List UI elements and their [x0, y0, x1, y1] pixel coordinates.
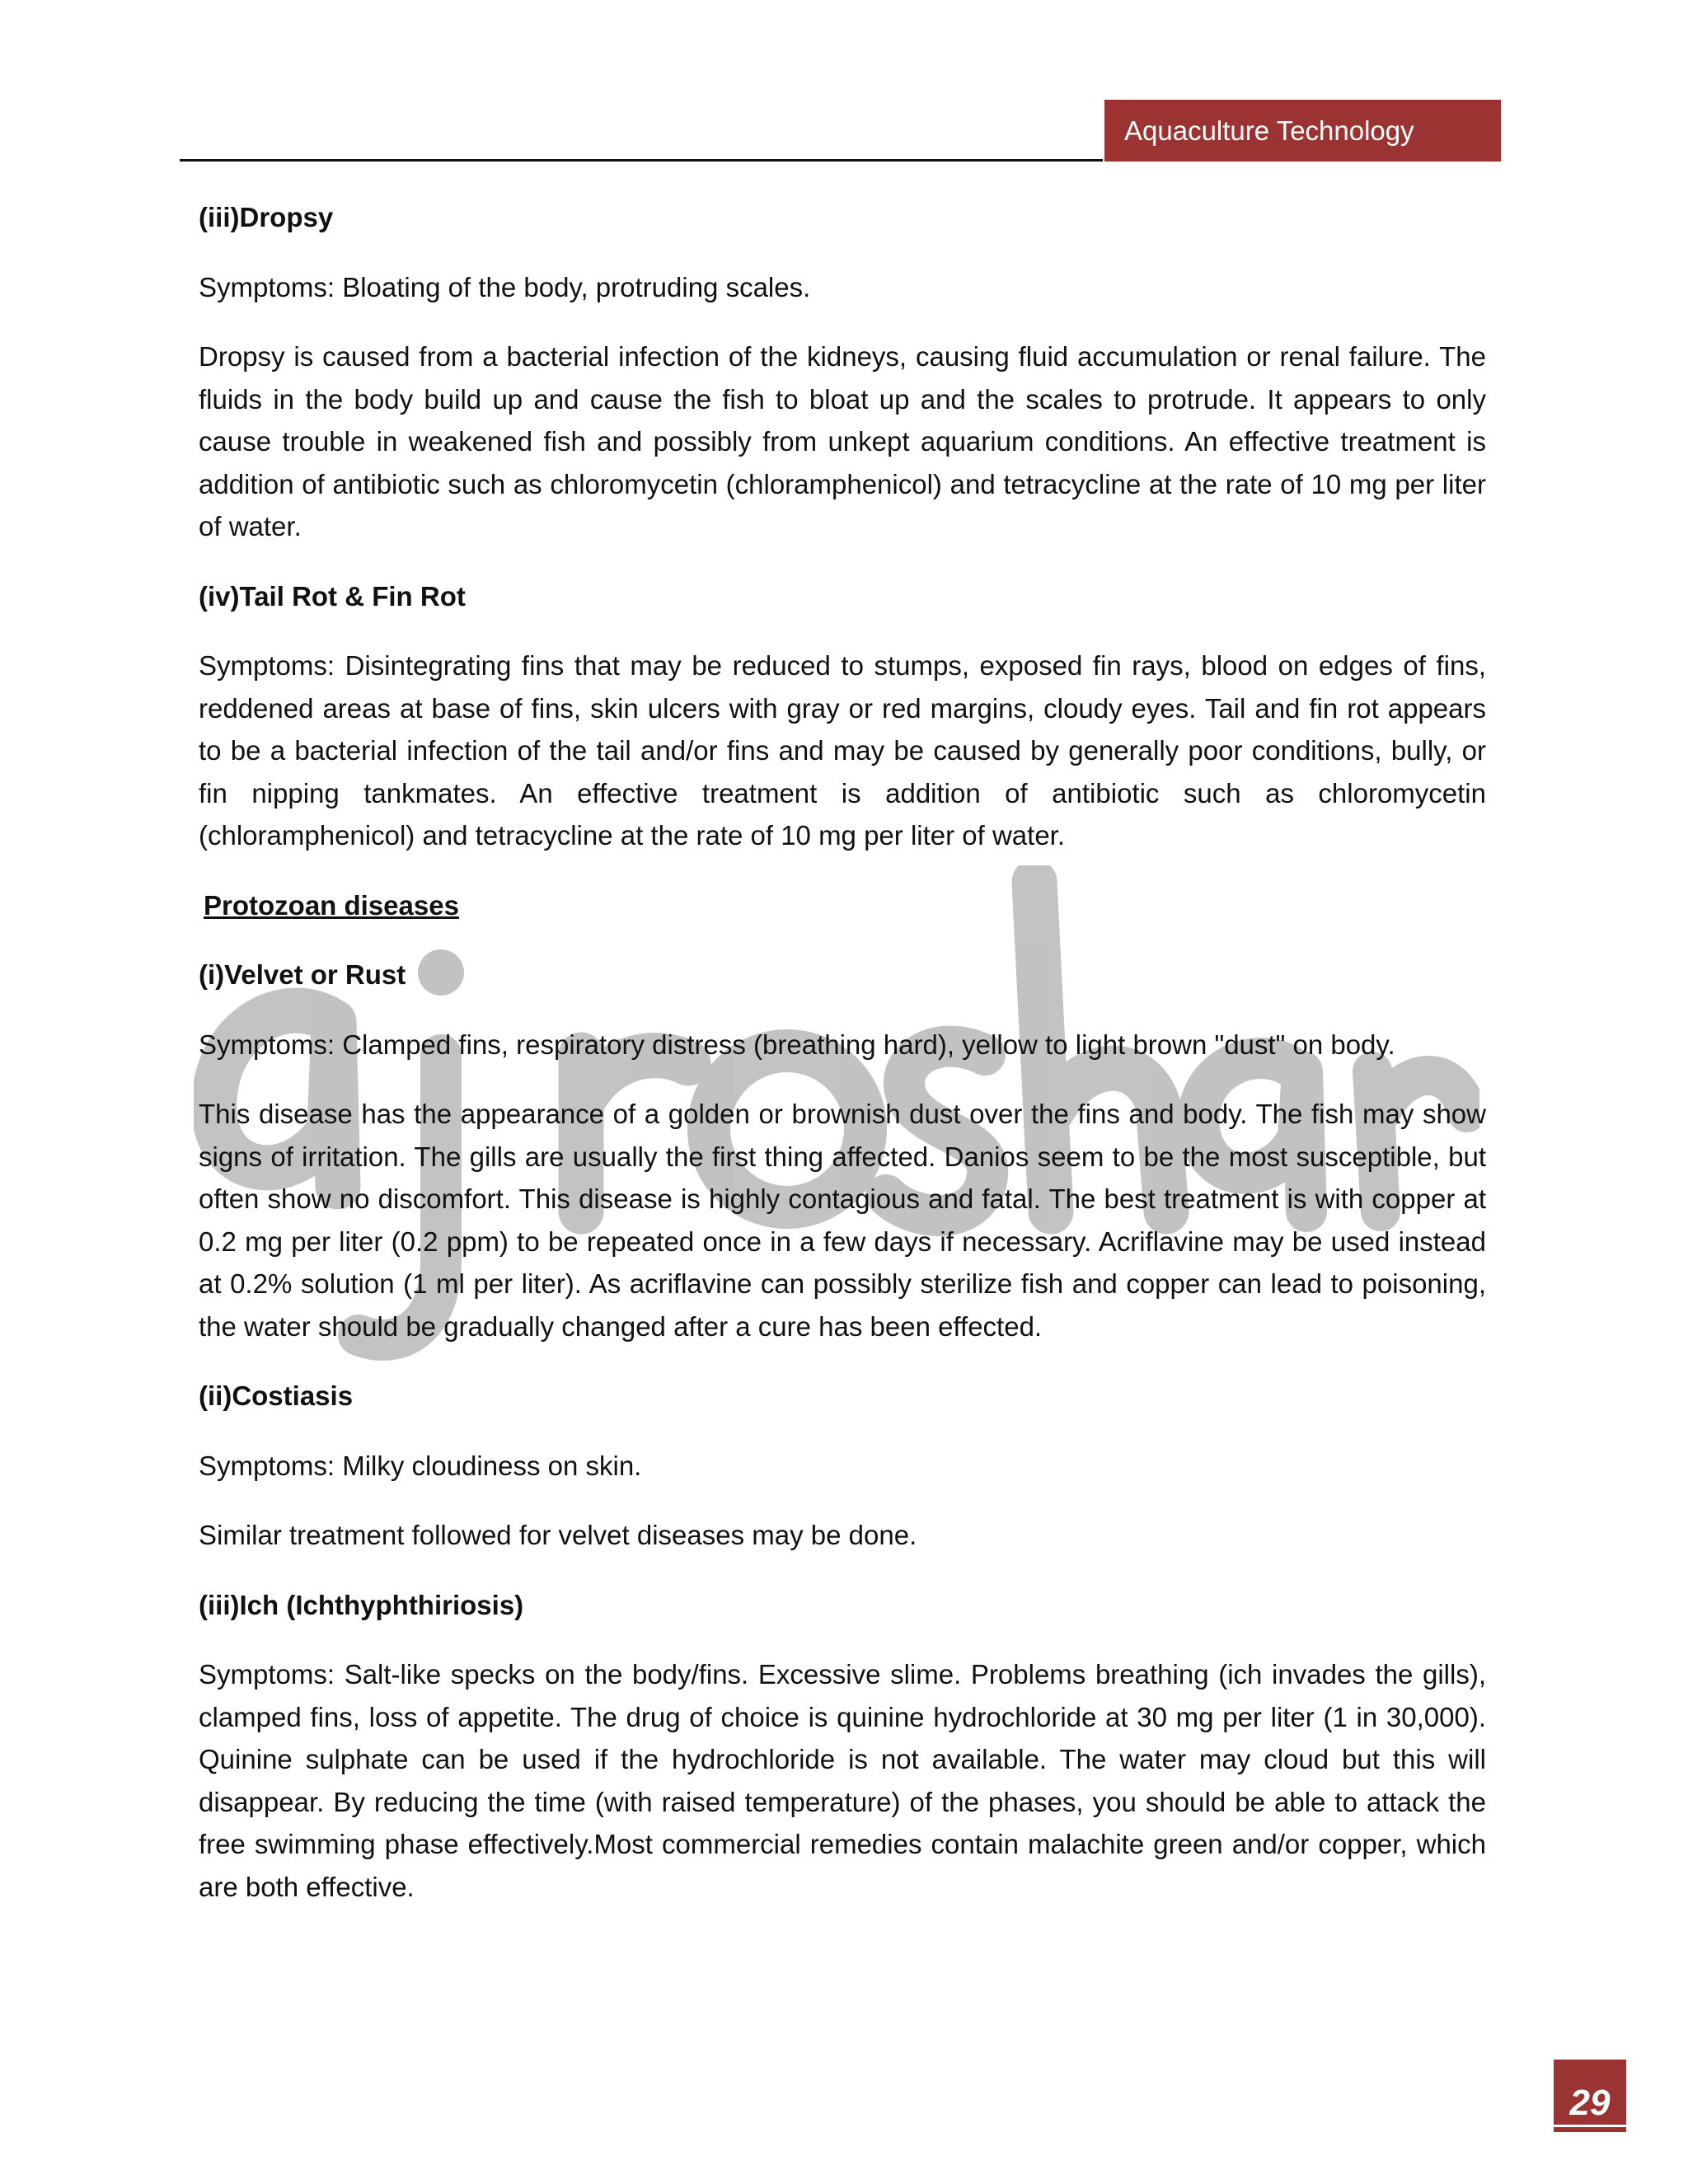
costiasis-symptoms: Symptoms: Milky cloudiness on skin. — [199, 1450, 642, 1481]
heading-tail-fin-rot: (iv)Tail Rot & Fin Rot — [199, 580, 466, 612]
dropsy-symptoms: Symptoms: Bloating of the body, protruding scales. — [199, 271, 811, 302]
velvet-symptoms: Symptoms: Clamped fins, respiratory distress (breathing hard), yellow to light brown "dust" on body. — [199, 1029, 1395, 1060]
costiasis-treatment: Similar treatment followed for velvet diseases may be done. — [199, 1520, 917, 1550]
tail-fin-rot-description: Symptoms: Disintegrating fins that may be reduced to stumps, exposed fin rays, blood on edges of fins, reddened areas at base of fins, skin ulcers with gray or red margins, cloudy eyes. Tail and fin rot appears to be a bacterial infection of the tail and/or fins and may be caused by generally poor conditions, bully, or fin nipping tankmates. An effective treatment is addition of antibiotic such as chloromycetin (chloramphenicol) and tetracycline at the rate of 10 mg per liter of water. — [199, 650, 1486, 851]
header-rule — [180, 159, 1103, 162]
page-number: 29 — [1554, 2082, 1626, 2127]
heading-dropsy: (iii)Dropsy — [199, 202, 334, 232]
heading-ich: (iii)Ich (Ichthyphthiriosis) — [199, 1589, 524, 1620]
section-title-protozoan: Protozoan diseases — [204, 889, 459, 921]
header-title: Aquaculture Technology — [1124, 115, 1414, 146]
page-number-box — [1554, 2060, 1626, 2132]
page-content — [199, 196, 1486, 1935]
heading-velvet: (i)Velvet or Rust — [199, 959, 406, 990]
header-title-box — [1104, 100, 1501, 162]
ich-description: Symptoms: Salt-like specks on the body/fins. Excessive slime. Problems breathing (ich invades the gills), clamped fins, loss of appetite. The drug of choice is quinine hydrochloride at 30 mg per liter (1 in 30,000). Quinine sulphate can be used if the hydrochloride is not available. The water may cloud but this will disappear. By reducing the time (with raised temperature) of the phases, you should be able to attack the free swimming phase effectively.Most commercial remedies contain malachite green and/or copper, which are both effective. — [199, 1659, 1486, 1902]
velvet-description: This disease has the appearance of a golden or brownish dust over the fins and body. The fish may show signs of irritation. The gills are usually the first thing affected. Danios seem to be the most susceptible, but often show no discomfort. This disease is highly contagious and fatal. The best treatment is with copper at 0.2 mg per liter (0.2 ppm) to be repeated once in a few days if necessary. Acriflavine may be used instead at 0.2% solution (1 ml per liter). As acriflavine can possibly sterilize fish and copper can lead to poisoning, the water should be gradually changed after a cure has been effected. — [199, 1099, 1486, 1342]
dropsy-description: Dropsy is caused from a bacterial infection of the kidneys, causing fluid accumulation or renal failure. The fluids in the body build up and cause the fish to bloat up and the scales to protrude. It appears to only cause trouble in weakened fish and possibly from unkept aquarium conditions. An effective treatment is addition of antibiotic such as chloromycetin (chloramphenicol) and tetracycline at the rate of 10 mg per liter of water. — [199, 341, 1486, 541]
heading-costiasis: (ii)Costiasis — [199, 1380, 354, 1411]
